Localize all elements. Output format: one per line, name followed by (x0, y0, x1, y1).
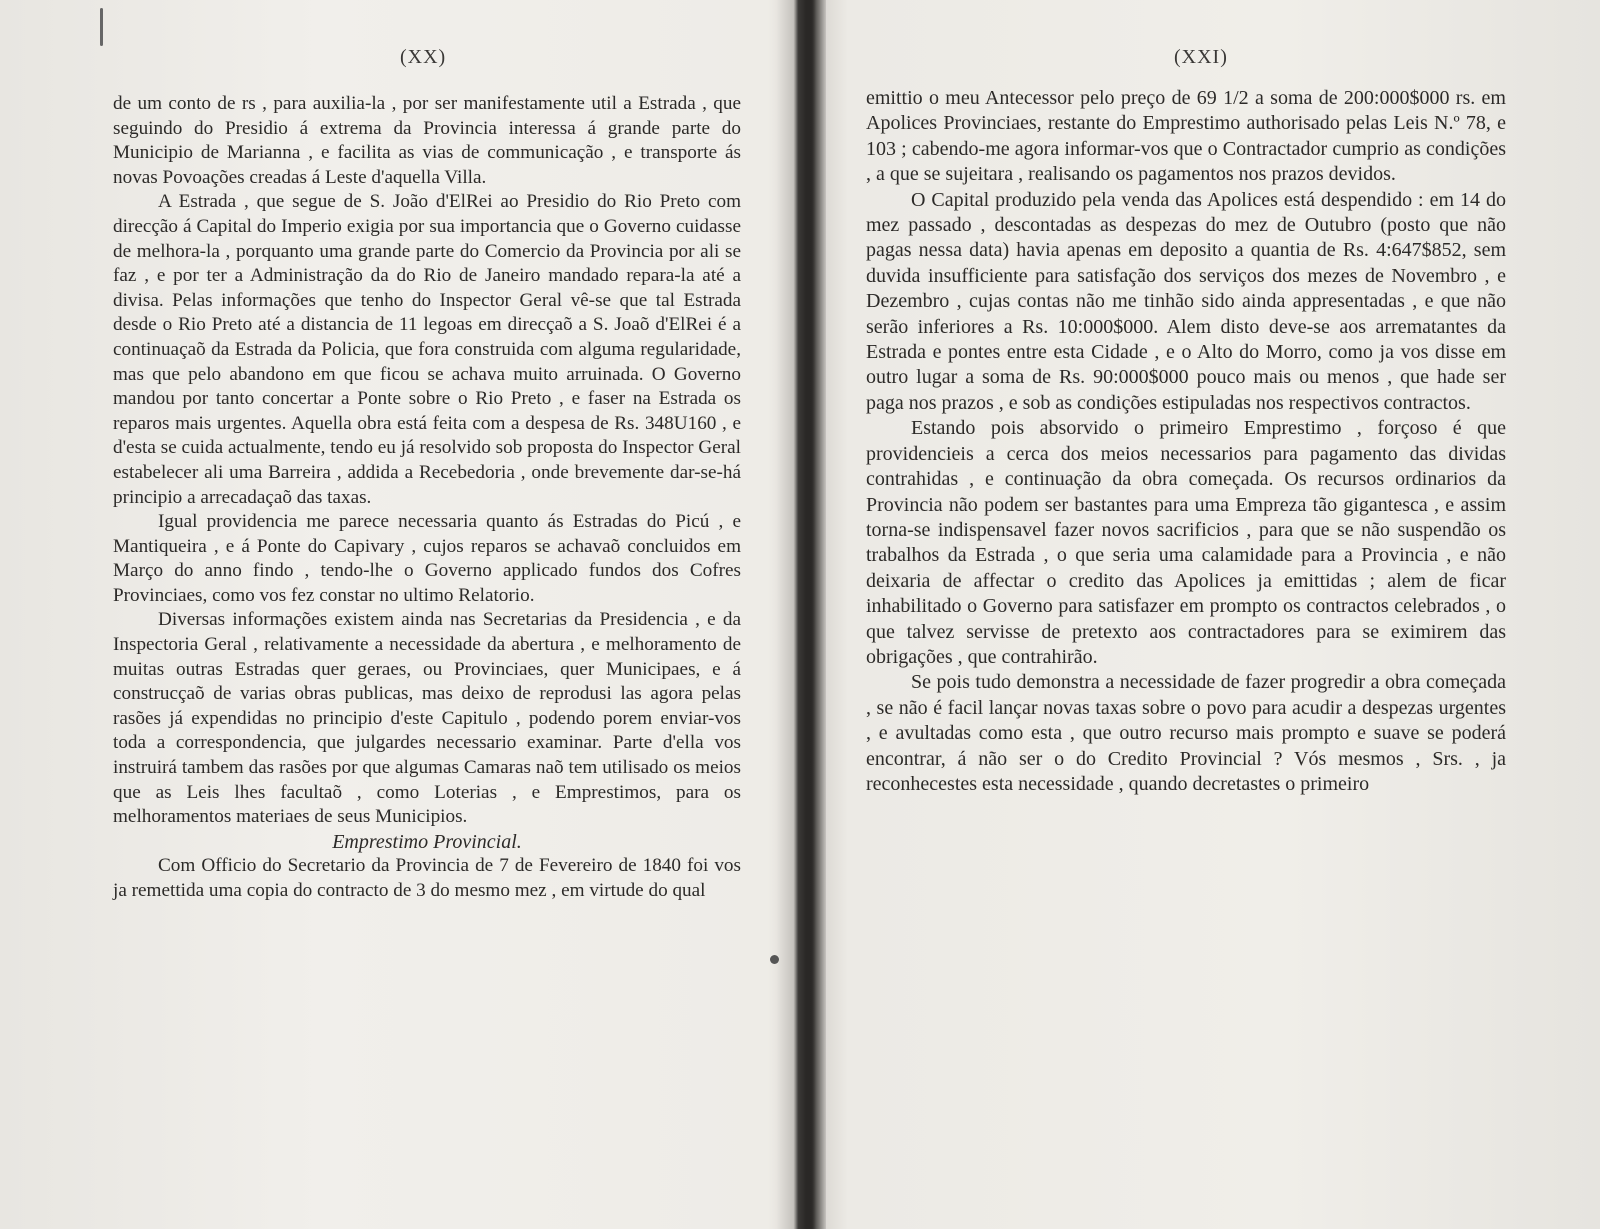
left-paragraph-2: A Estrada , que segue de S. João d'ElRei ao Presidio do Rio Preto com direcção á Capital do Imperio exigia por sua importancia que o Governo cuidasse de melhora-la , porquanto uma grande parte do Comercio da Provincia por ali se faz , e por ter a Administração da do Rio de Janeiro mandado repara-la até a divisa. Pelas informações que tenho do Inspector Geral vê-se que tal Estrada desde o Rio Preto até a distancia de 11 legoas em direcçaõ a S. Joaõ d'ElRei é a continuaçaõ da Estrada da Policia, que fora construida com alguma regularidade, mas que pelo abandono em que ficou se achava muito arruinada. O Governo mandou por tanto concertar a Ponte sobre o Rio Preto , e faser na Estrada os reparos mais urgentes. Aquella obra está feita com a despesa de Rs. 348U160 , e d'esta se cuida actualmente, tendo eu já resolvido sob proposta do Inspector Geral estabelecer ali uma Barreira , addida a Recebedoria , onde brevemente dar-se-há principio a arrecadaçaõ das taxas. (113, 191, 741, 508)
right-page-text (866, 86, 1506, 797)
left-page (0, 0, 792, 1229)
left-paragraph-1: de um conto de rs , para auxilia-la , por ser manifestamente util a Estrada , que seguindo do Presidio á extrema da Provincia interessa á grande parte do Municipio de Marianna , e facilita as vias de communicação , e transporte ás novas Povoações creadas á Leste d'aquella Villa. (113, 93, 741, 188)
left-paragraph-5: Com Officio do Secretario da Provincia de 7 de Fevereiro de 1840 foi vos ja remettida uma copia do contracto de 3 do mesmo mez , em virtude do qual (113, 855, 741, 901)
section-heading: Emprestimo Provincial. (332, 830, 522, 853)
right-page (822, 0, 1600, 1229)
left-page-text (113, 92, 741, 904)
page-number-right: (XXI) (1174, 46, 1228, 68)
page-number-left: (XX) (400, 46, 447, 68)
right-paragraph-1: emittio o meu Antecessor pelo preço de 69 1/2 a soma de 200:000$000 rs. em Apolices Provinciaes, restante do Emprestimo authorisado pelas Leis N.º 78, e 103 ; cabendo-me agora informar-vos que o Contractador cumprio as condições , a que se sujeitara , realisando os pagamentos nos prazos devidos. (866, 87, 1506, 186)
left-paragraph-4: Diversas informações existem ainda nas Secretarias da Presidencia , e da Inspectoria Geral , relativamente a necessidade da abertura , e melhoramento de muitas outras Estradas quer geraes, ou Provinciaes, quer Municipaes, e á construcçaõ de varias obras publicas, mas deixo de reprodusi las agora pelas rasões já expendidas no principio d'este Capitulo , podendo porem enviar-vos toda a correspondencia, que julgardes necessario examinar. Parte d'ella vos instruirá tambem das rasões por que algumas Camaras naõ tem utilisado os meios que as Leis lhes facultaõ , como Loterias , e Emprestimos, para os melhoramentos materiaes de seus Municipios. (113, 609, 741, 828)
paper-mark (100, 8, 103, 46)
right-paragraph-2: O Capital produzido pela venda das Apolices está despendido : em 14 do mez passado , descontadas as despezas do mez de Outubro (posto que não pagas nessa data) havia apenas em deposito a quantia de Rs. 4:647$852, sem duvida insufficiente para satisfação dos serviços dos mezes de Novembro , e Dezembro , cujas contas não me tinhão sido ainda appresentadas , e que não serão inferiores a Rs. 10:000$000. Alem disto deve-se aos arrematantes da Estrada e pontes entre esta Cidade , e o Alto do Morro, como ja vos disse em outro lugar a soma de Rs. 90:000$000 pouco mais ou menos , que hade ser paga nos prazos , e sob as condições estipuladas nos respectivos contractos. (866, 188, 1506, 414)
left-paragraph-3: Igual providencia me parece necessaria quanto ás Estradas do Picú , e Mantiqueira , e á Ponte do Capivary , cujos reparos se achavaõ concluidos em Março do anno findo , tendo-lhe o Governo applicado fundos dos Cofres Provinciaes, como vos fez constar no ultimo Relatorio. (113, 511, 741, 606)
right-paragraph-3: Estando pois absorvido o primeiro Emprestimo , forçoso é que providencieis a cerca dos meios necessarios para pagamento das dividas contrahidas , e continuação da obra começada. Os recursos ordinarios da Provincia não podem ser bastantes para uma Empreza tão gigantesca , e assim torna-se indispensavel fazer novos sacrificios , para que se não suspendão os trabalhos da Estrada , o que seria uma calamidade para a Provincia , e não deixaria de affectar o credito das Apolices ja emittidas ; alem de ficar inhabilitado o Governo para satisfazer em prompto os contractos celebrados , o que talvez servisse de pretexto aos contractadores para se eximirem das obrigações , que contrahirão. (866, 417, 1506, 668)
ink-speck (770, 955, 779, 964)
right-paragraph-4: Se pois tudo demonstra a necessidade de fazer progredir a obra começada , se não é facil lançar novas taxas sobre o povo para acudir a despezas urgentes , e avultadas como esta , que outro recurso mais prompto e suave se poderá encontrar, á não ser o do Credito Provincial ? Vós mesmos , Srs. , ja reconhecestes esta necessidade , quando decretastes o primeiro (866, 671, 1506, 795)
